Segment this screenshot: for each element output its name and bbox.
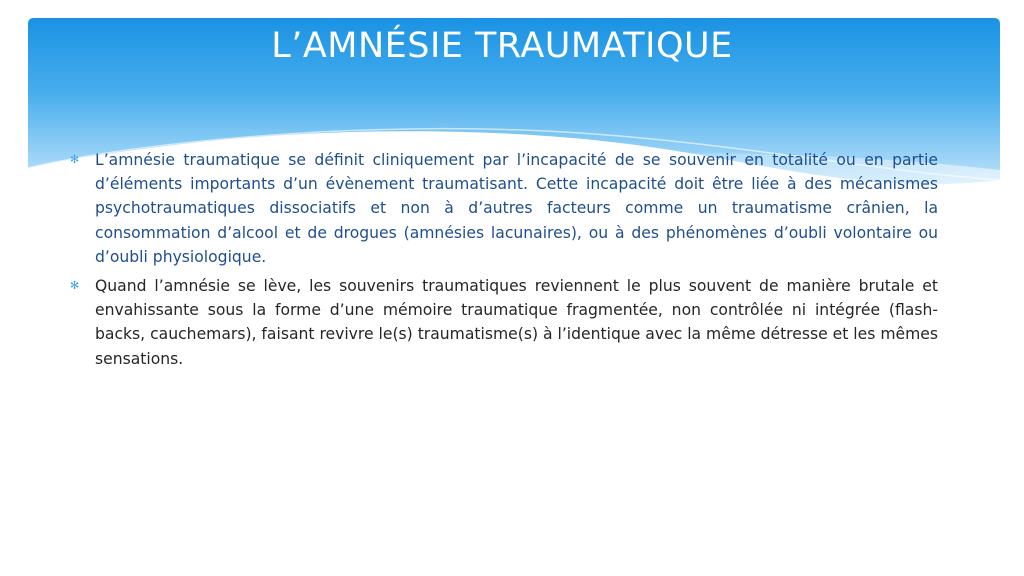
slide-title: L’AMNÉSIE TRAUMATIQUE xyxy=(271,26,733,66)
list-item xyxy=(70,274,938,371)
asterisk-icon: ✻ xyxy=(70,279,80,293)
bullet-list xyxy=(70,148,938,376)
list-item xyxy=(70,148,938,269)
bullet-text: Quand l’amnésie se lève, les souvenirs traumatiques reviennent le plus souvent de manière brutale et envahissante sous la forme d’une mémoire traumatique fragmentée, non contrôlée ni intégrée (flash-backs, cauchemars), faisant revivre le(s) traumatisme(s) à l’identique avec la même détresse et les mêmes sensations. xyxy=(95,277,939,368)
asterisk-icon: ✻ xyxy=(70,153,80,166)
bullet-text: L’amnésie traumatique se définit cliniquement par l’incapacité de se souvenir en totalité ou en partie d’éléments importants d’un évènement traumatisant. Cette incapacité doit être liée à des mécanismes psychotraumatiques dissociatifs et non à d’autres facteurs comme un traumatisme crânien, la consommation d’alcool et de drogues (amnésies lacunaires), ou à des phénomènes d’oubli volontaire ou d’oubli physiologique. xyxy=(95,151,938,266)
